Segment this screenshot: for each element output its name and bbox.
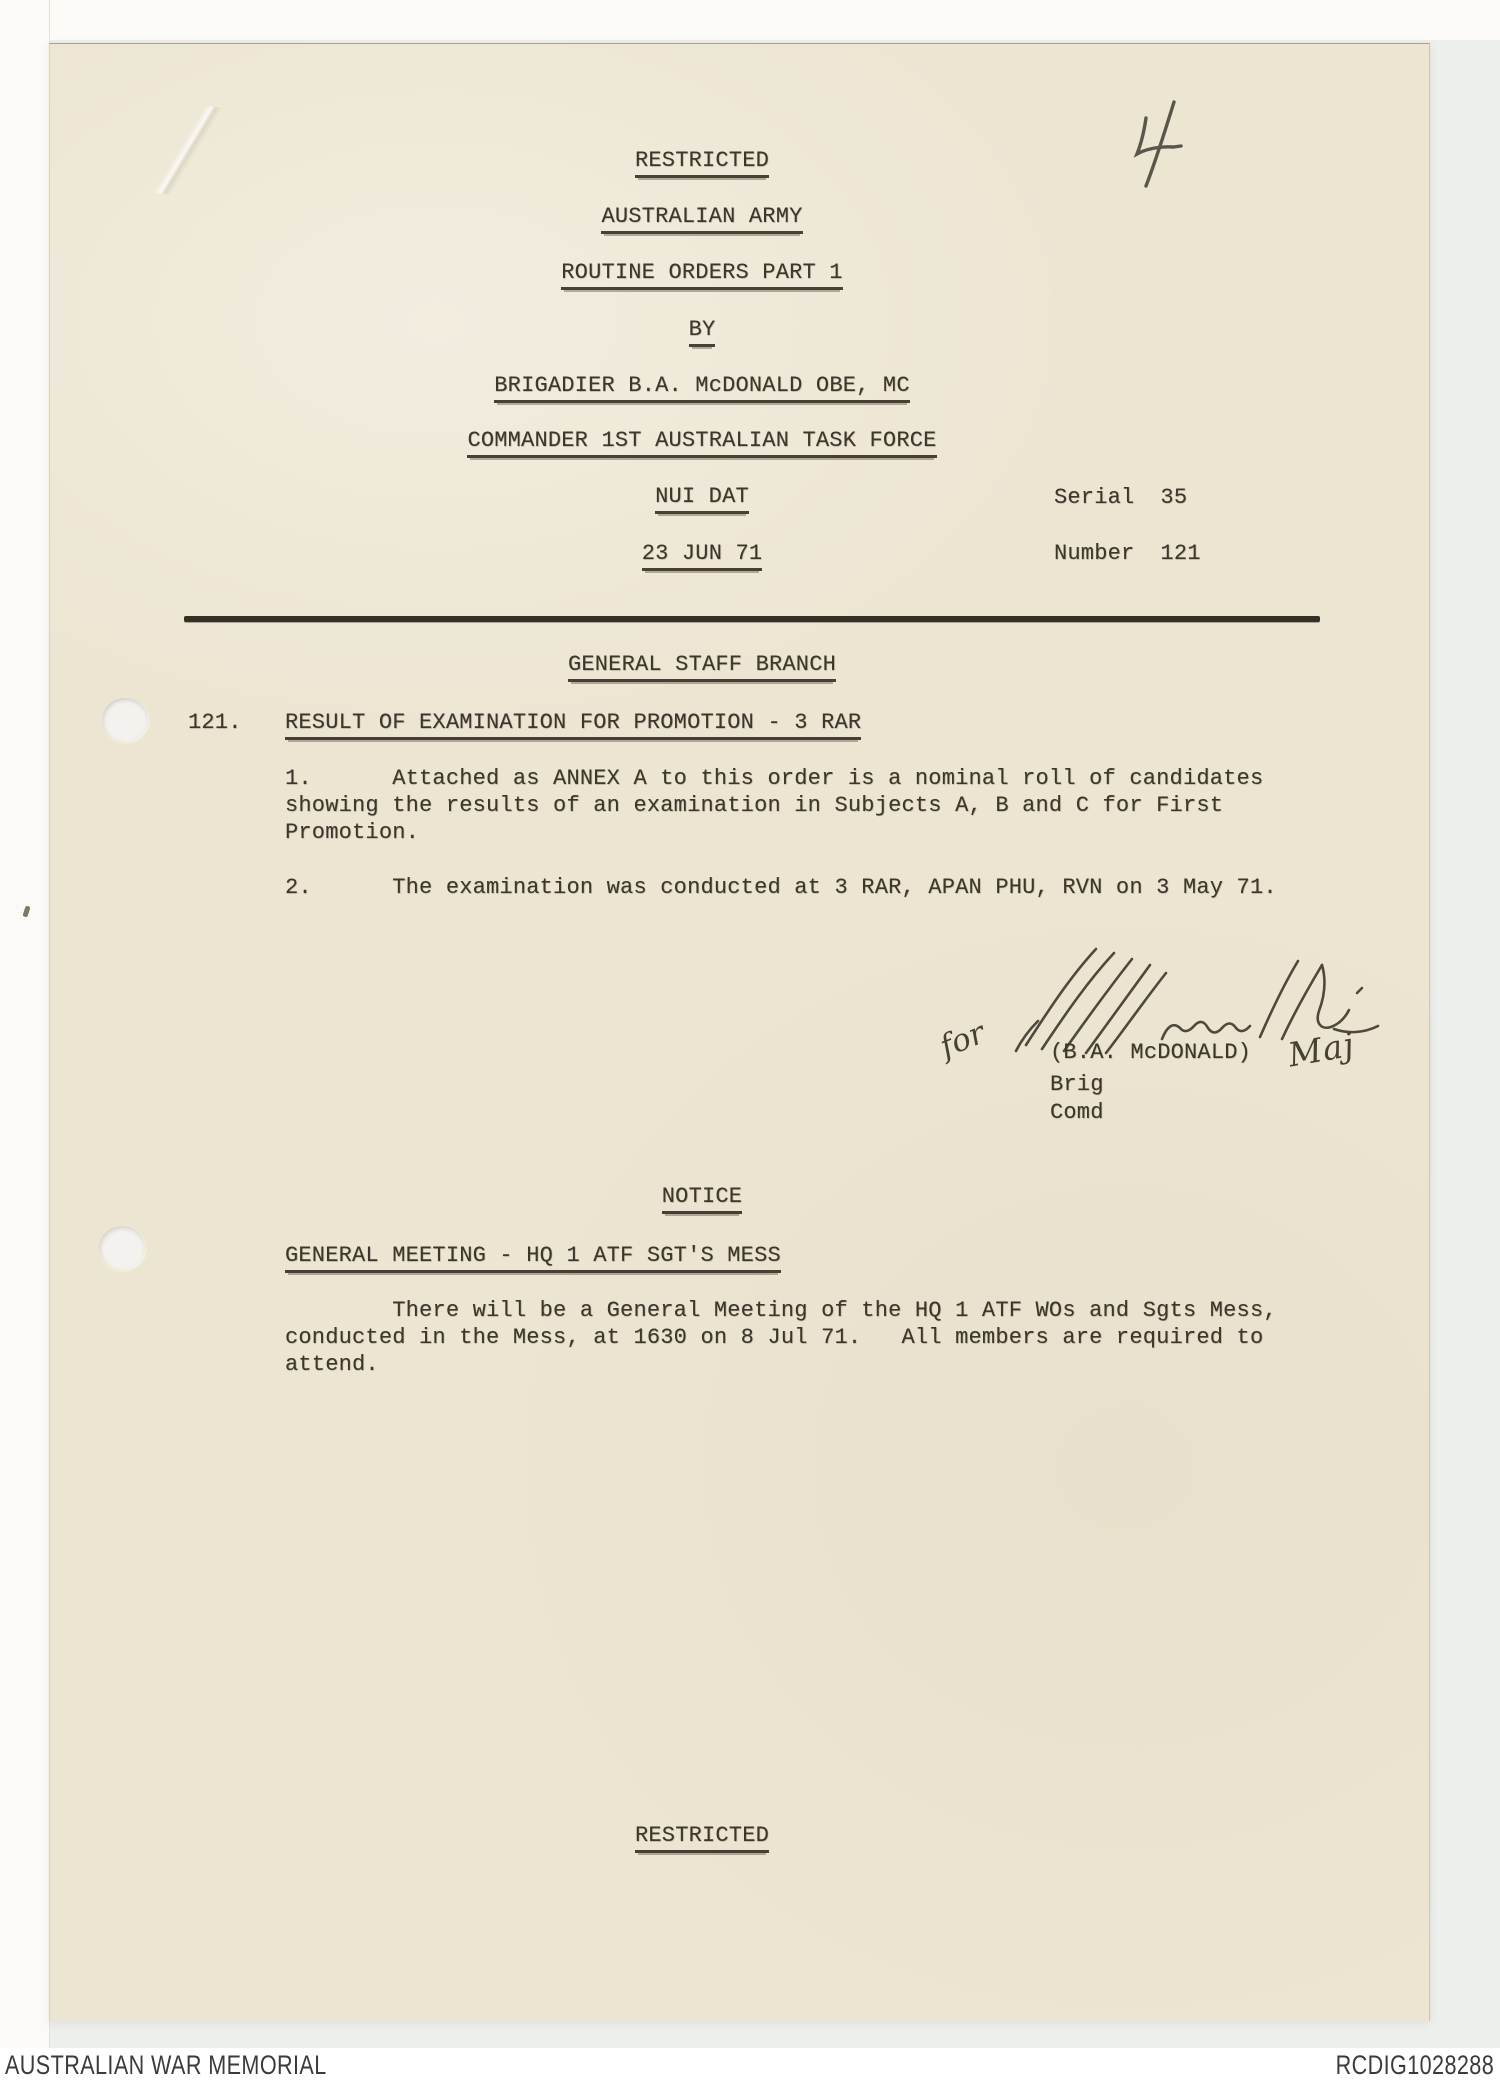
notice-body-line1: There will be a General Meeting of the HQ 1 ATF WOs and Sgts Mess, xyxy=(285,1298,1277,1323)
notice-body-line3: attend. xyxy=(285,1352,379,1377)
number-label: Number xyxy=(1054,541,1135,566)
order-para1-line2: showing the results of an examination in Subjects A, B and C for First xyxy=(285,793,1224,818)
archive-name: AUSTRALIAN WAR MEMORIAL xyxy=(5,2049,327,2080)
classification-bottom: RESTRICTED xyxy=(635,1823,769,1853)
notice-heading: NOTICE xyxy=(662,1184,742,1214)
hole-punch-bottom xyxy=(99,1226,145,1270)
army-line xyxy=(184,203,1220,230)
divider-rule xyxy=(184,616,1320,622)
by-label: BY xyxy=(689,317,716,347)
orders-title-line xyxy=(184,259,1220,286)
notice-heading-line xyxy=(184,1183,1220,1210)
order-title-line xyxy=(285,709,861,736)
handwritten-for: for xyxy=(934,1014,991,1066)
by-line xyxy=(184,316,1220,343)
army-title: AUSTRALIAN ARMY xyxy=(601,204,802,234)
handwritten-page-number xyxy=(1118,92,1198,192)
serial-line xyxy=(1054,484,1187,511)
archive-reference-id: RCDIG1028288 xyxy=(1335,2049,1494,2080)
hole-punch-top xyxy=(102,698,148,742)
notice-subject: GENERAL MEETING - HQ 1 ATF SGT'S MESS xyxy=(285,1243,781,1273)
commander-title: COMMANDER 1ST AUSTRALIAN TASK FORCE xyxy=(467,428,936,458)
order-item-number: 121. xyxy=(188,710,242,735)
place: NUI DAT xyxy=(655,484,749,514)
classification-bottom-line xyxy=(184,1822,1220,1849)
handwritten-rank: Maj xyxy=(1285,1024,1358,1075)
classification-top-line xyxy=(184,147,1220,174)
order-para2: 2. The examination was conducted at 3 RAR, APAN PHU, RVN on 3 May 71. xyxy=(285,875,1277,900)
order-title: RESULT OF EXAMINATION FOR PROMOTION - 3 RAR xyxy=(285,710,861,740)
number-value: 121 xyxy=(1160,541,1201,566)
commander-title-line xyxy=(184,427,1220,454)
branch-heading-line xyxy=(184,651,1220,678)
commander-name: BRIGADIER B.A. McDONALD OBE, MC xyxy=(494,373,909,403)
signed-name: (B.A. McDONALD) xyxy=(1050,1040,1252,1065)
scan-margin-left xyxy=(0,0,50,2048)
classification-top: RESTRICTED xyxy=(635,148,769,178)
signer-rank: Brig xyxy=(1050,1072,1104,1097)
signature-scrawl xyxy=(930,933,1390,1103)
serial-value: 35 xyxy=(1160,485,1188,510)
branch-heading: GENERAL STAFF BRANCH xyxy=(568,652,836,682)
notice-subject-line xyxy=(285,1242,781,1269)
archive-footer-bar xyxy=(0,2048,1500,2082)
date: 23 JUN 71 xyxy=(642,541,763,571)
serial-label: Serial xyxy=(1054,485,1135,510)
order-para1-line1: 1. Attached as ANNEX A to this order is a nominal roll of candidates xyxy=(285,766,1264,791)
signer-appointment: Comd xyxy=(1050,1100,1104,1125)
number-line xyxy=(1054,540,1201,567)
notice-body-line2: conducted in the Mess, at 1630 on 8 Jul 71. All members are required to xyxy=(285,1325,1264,1350)
orders-title: ROUTINE ORDERS PART 1 xyxy=(561,260,842,290)
commander-name-line xyxy=(184,372,1220,399)
scan-margin-top xyxy=(0,0,1500,40)
order-para1-line3: Promotion. xyxy=(285,820,420,845)
